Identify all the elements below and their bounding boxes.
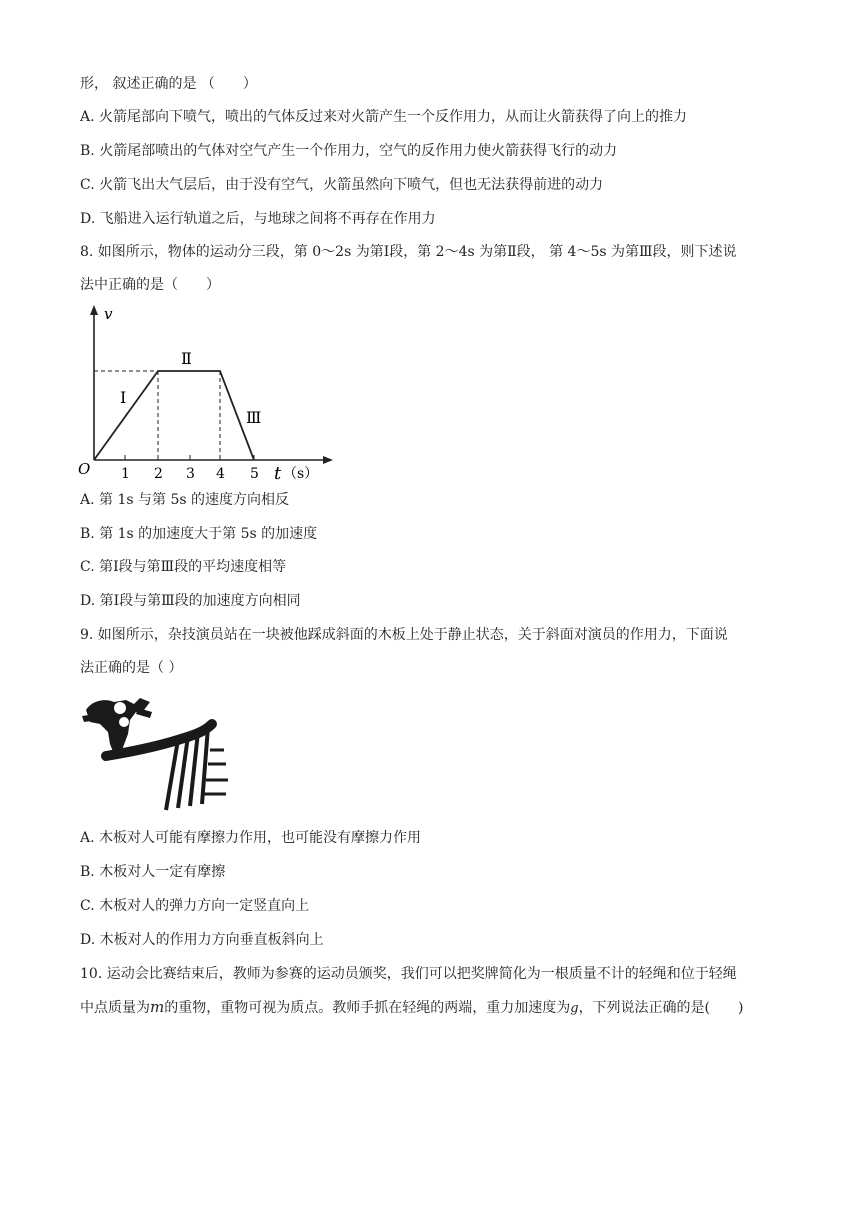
q10-stem-post: ，下列说法正确的是( ) [578,1000,744,1016]
q8-option-a: A. 第 1s 与第 5s 的速度方向相反 [80,492,289,508]
tick-label-4: 4 [216,466,225,482]
tick-label-2: 2 [154,466,163,482]
q7-option-a: A. 火箭尾部向下喷气，喷出的气体反过来对火箭产生一个反作用力，从而让火箭获得了向上的推力 [80,109,688,125]
q8-option-c: C. 第Ⅰ段与第Ⅲ段的平均速度相等 [80,559,287,575]
q9-option-c: C. 木板对人的弹力方向一定竖直向上 [80,898,310,914]
q7-option-b: B. 火箭尾部喷出的气体对空气产生一个作用力，空气的反作用力使火箭获得飞行的动力 [80,143,618,159]
segment-label-2: Ⅱ [181,349,192,368]
acrobat-on-board-illustration [78,694,238,812]
gravity-symbol: g [570,1001,579,1016]
origin-label: O [78,460,91,478]
q10-stem-line1: 10. 运动会比赛结束后，教师为参赛的运动员颁奖，我们可以把奖牌简化为一根质量不计的轻绳和位于轻绳 [80,966,737,982]
x-unit-label: （s） [283,466,319,482]
tick-label-1: 1 [121,466,130,482]
tick-label-3: 3 [186,466,195,482]
q9-option-d: D. 木板对人的作用力方向垂直板斜向上 [80,932,324,948]
segment-label-1: Ⅰ [120,388,127,407]
y-axis-arrow [90,305,98,315]
q7-option-d: D. 飞船进入运行轨道之后，与地球之间将不再存在作用力 [80,211,436,227]
mass-symbol: m [150,998,165,1016]
tick-label-5: 5 [250,466,259,482]
q10-stem-pre: 中点质量为 [80,1000,150,1016]
q10-stem-mid: 的重物，重物可视为质点。教师手抓在轻绳的两端，重力加速度为 [164,1000,571,1016]
y-axis-label: v [104,305,113,323]
q7-option-c: C. 火箭飞出大气层后，由于没有空气，火箭虽然向下喷气，但也无法获得前进的动力 [80,177,604,193]
q7-stem-tail: 形， 叙述正确的是 （ ） [80,76,257,92]
x-axis-arrow [323,456,333,464]
velocity-curve [94,371,254,460]
q10-stem-line2 [80,997,744,1019]
q9-stem-line2: 法正确的是（ ） [80,660,183,676]
q8-stem-line2: 法中正确的是（ ） [80,277,220,293]
q9-option-a: A. 木板对人可能有摩擦力作用，也可能没有摩擦力作用 [80,830,422,846]
q8-option-d: D. 第Ⅰ段与第Ⅲ段的加速度方向相同 [80,593,301,609]
segment-label-3: Ⅲ [246,408,262,427]
velocity-time-graph [70,302,340,487]
x-axis-label: t [274,463,282,484]
q8-option-b: B. 第 1s 的加速度大于第 5s 的加速度 [80,526,318,542]
q9-stem-line1: 9. 如图所示，杂技演员站在一块被他踩成斜面的木板上处于静止状态，关于斜面对演员的作用力，下面说 [80,627,728,643]
q8-stem-line1: 8. 如图所示，物体的运动分三段，第 0～2s 为第Ⅰ段，第 2～4s 为第Ⅱ段， 第 4～5s 为第Ⅲ段，则下述说 [80,244,737,260]
q9-option-b: B. 木板对人一定有摩擦 [80,864,226,880]
